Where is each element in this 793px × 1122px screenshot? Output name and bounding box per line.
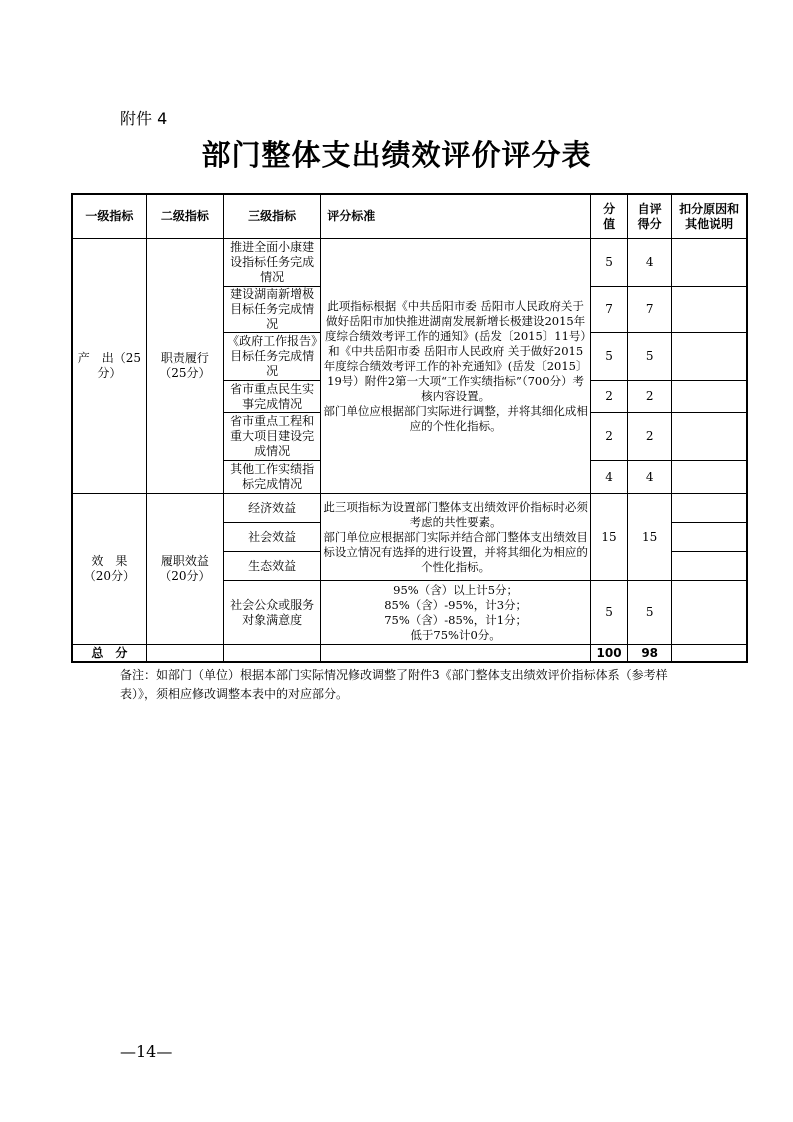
score-cell: 5 xyxy=(591,581,628,645)
level3-cell: 经济效益 xyxy=(223,494,320,523)
level3-cell: 省市重点民生实事完成情况 xyxy=(223,381,320,413)
note-cell xyxy=(672,287,747,333)
effect-level1: 效 果 （20分） xyxy=(72,494,146,645)
note-cell xyxy=(672,461,747,494)
self-score-cell: 2 xyxy=(628,381,672,413)
self-score-cell: 4 xyxy=(628,239,672,287)
header-deduction-note: 扣分原因和 其他说明 xyxy=(672,194,747,239)
satisfaction-criteria: 95%（含）以上计5分； 85%（含）-95%，计3分； 75%（含）-85%，计1分； 低于75%计0分。 xyxy=(321,581,591,645)
total-self-score: 98 xyxy=(628,645,672,663)
self-score-cell: 5 xyxy=(628,581,672,645)
level3-cell: 生态效益 xyxy=(223,552,320,581)
table-header-row xyxy=(72,194,747,239)
page-number: —14— xyxy=(120,1042,173,1061)
output-criteria: 此项指标根据《中共岳阳市委 岳阳市人民政府关于做好岳阳市加快推进湖南发展新增长极建设2015年度综合绩效考评工作的通知》(岳发〔2015〕11号）和《中共岳阳市委 岳阳市人民政府 关于做好2015年度综合绩效考评工作的补充通知》(岳发〔2015〕19号）附件2第一大项“工作实绩指标”（700分）考核内容设置。 部门单位应根据部门实际进行调整，并将其细化成相应的个性化指标。 xyxy=(321,239,591,494)
level3-cell: 社会公众或服务对象满意度 xyxy=(223,581,320,645)
level3-cell: 推进全面小康建设指标任务完成情况 xyxy=(223,239,320,287)
note-cell xyxy=(672,523,747,552)
evaluation-table xyxy=(71,193,748,663)
level3-cell: 其他工作实绩指标完成情况 xyxy=(223,461,320,494)
output-level2: 职责履行 （25分） xyxy=(146,239,223,494)
level3-cell: 建设湖南新增极目标任务完成情况 xyxy=(223,287,320,333)
self-score-cell: 7 xyxy=(628,287,672,333)
header-score: 分 值 xyxy=(591,194,628,239)
header-level2: 二级指标 xyxy=(146,194,223,239)
score-cell: 2 xyxy=(591,413,628,461)
note-cell xyxy=(672,494,747,523)
note-cell xyxy=(672,581,747,645)
header-level3: 三级指标 xyxy=(223,194,320,239)
score-cell: 5 xyxy=(591,239,628,287)
note-cell xyxy=(672,239,747,287)
remark-note: 备注：如部门（单位）根据本部门实际情况修改调整了附件3《部门整体支出绩效评价指标体系（参考样表）》，须相应修改调整本表中的对应部分。 xyxy=(120,668,668,701)
benefit-score: 15 xyxy=(591,494,628,581)
page-title: 部门整体支出绩效评价评分表 xyxy=(201,138,592,172)
header-self-score: 自评 得分 xyxy=(628,194,672,239)
level3-cell: 社会效益 xyxy=(223,523,320,552)
self-score-cell: 2 xyxy=(628,413,672,461)
table-row xyxy=(72,239,747,287)
attachment-label: 附件 4 xyxy=(120,109,168,128)
total-note xyxy=(672,645,747,663)
total-score: 100 xyxy=(591,645,628,663)
score-cell: 4 xyxy=(591,461,628,494)
note-cell xyxy=(672,552,747,581)
self-score-cell: 5 xyxy=(628,333,672,381)
table-row xyxy=(72,494,747,523)
total-row xyxy=(72,645,747,663)
header-criteria: 评分标准 xyxy=(321,194,591,239)
level3-cell: 《政府工作报告》目标任务完成情况 xyxy=(223,333,320,381)
benefit-self-score: 15 xyxy=(628,494,672,581)
score-cell: 2 xyxy=(591,381,628,413)
total-label: 总 分 xyxy=(72,645,146,663)
benefit-criteria: 此三项指标为设置部门整体支出绩效评价指标时必须考虑的共性要素。 部门单位应根据部门实际并结合部门整体支出绩效目标设立情况有选择的进行设置，并将其细化为相应的个性化指标。 xyxy=(321,494,591,581)
header-level1: 一级指标 xyxy=(72,194,146,239)
effect-level2: 履职效益 （20分） xyxy=(146,494,223,645)
output-level1: 产 出（25 分） xyxy=(72,239,146,494)
self-score-cell: 4 xyxy=(628,461,672,494)
note-cell xyxy=(672,381,747,413)
level3-cell: 省市重点工程和重大项目建设完成情况 xyxy=(223,413,320,461)
note-cell xyxy=(672,413,747,461)
note-cell xyxy=(672,333,747,381)
score-cell: 7 xyxy=(591,287,628,333)
score-cell: 5 xyxy=(591,333,628,381)
